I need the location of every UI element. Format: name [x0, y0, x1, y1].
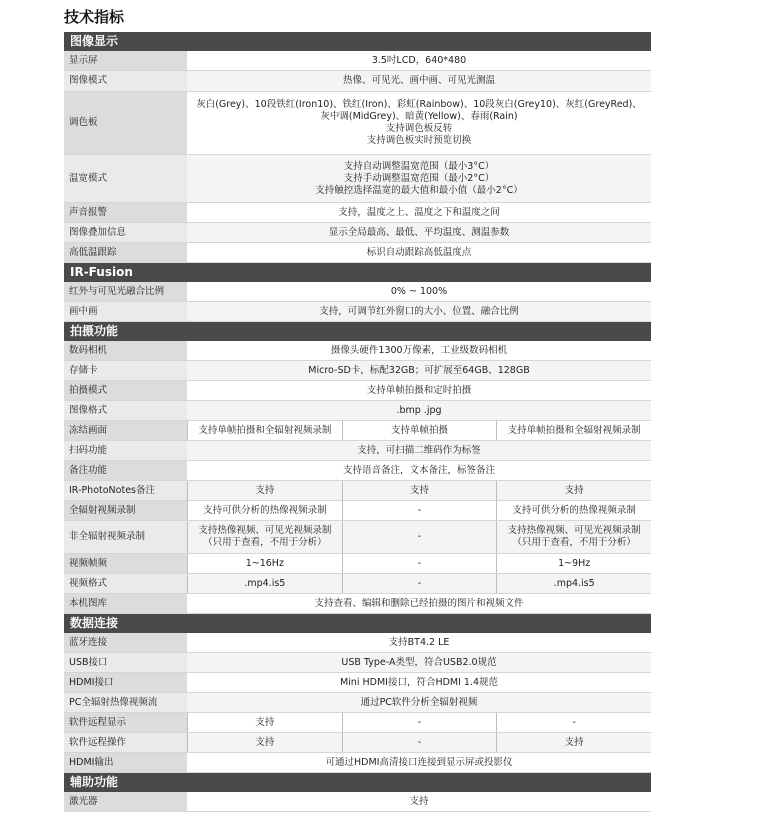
row-label: 备注功能	[64, 461, 187, 480]
row-cell: 支持单帧拍摄和全辐射视频录制	[187, 421, 342, 440]
row-value: 可通过HDMI高清接口连接到显示屏或投影仪	[187, 753, 651, 772]
row-value: 0% ~ 100%	[187, 282, 651, 301]
row-label: USB接口	[64, 653, 187, 672]
row-cell: 支持热像视频、可见光视频录制 （只用于查看，不用于分析）	[496, 521, 651, 553]
row-label: 非全辐射视频录制	[64, 521, 187, 553]
row-label: IR-PhotoNotes备注	[64, 481, 187, 500]
row-cell: -	[342, 713, 497, 732]
row-cell: -	[496, 713, 651, 732]
row-label: 图像叠加信息	[64, 223, 187, 242]
spec-row-radiometric-video	[64, 501, 651, 521]
row-cell: 支持可供分析的热像视频录制	[496, 501, 651, 520]
spec-row-video-format	[64, 574, 651, 594]
row-label: 本机图库	[64, 594, 187, 613]
spec-row-palette	[64, 92, 651, 155]
spec-row-remote-display	[64, 713, 651, 733]
value-line: 支持调色板反转	[385, 123, 453, 134]
row-value: Micro-SD卡，标配32GB；可扩展至64GB、128GB	[187, 361, 651, 380]
section-header-auxiliary: 辅助功能	[64, 773, 651, 792]
spec-row-local-gallery	[64, 594, 651, 614]
row-value: 支持单帧拍摄和定时拍摄	[187, 381, 651, 400]
row-label: 扫码功能	[64, 441, 187, 460]
spec-row-storage-card	[64, 361, 651, 381]
row-cell: 支持	[187, 733, 342, 752]
row-cell: .mp4.is5	[496, 574, 651, 593]
row-label: 红外与可见光融合比例	[64, 282, 187, 301]
row-value: 支持语音备注，文本备注，标签备注	[187, 461, 651, 480]
row-label: 蓝牙连接	[64, 633, 187, 652]
spec-row-temp-range	[64, 155, 651, 203]
row-cell: 支持	[496, 733, 651, 752]
row-value: USB Type-A类型，符合USB2.0规范	[187, 653, 651, 672]
row-value: Mini HDMI接口，符合HDMI 1.4规范	[187, 673, 651, 692]
row-cell: -	[342, 733, 497, 752]
spec-row-sound-alarm	[64, 203, 651, 223]
row-label: 调色板	[64, 92, 187, 154]
row-value: .bmp .jpg	[187, 401, 651, 420]
spec-row-scan-code	[64, 441, 651, 461]
spec-row-digital-camera	[64, 341, 651, 361]
spec-row-capture-mode	[64, 381, 651, 401]
spec-row-pc-video-stream	[64, 693, 651, 713]
spec-row-display	[64, 51, 651, 71]
row-value: 热像、可见光、画中画、可见光测温	[187, 71, 651, 91]
row-cell: -	[342, 574, 497, 593]
spec-row-non-radiometric-video	[64, 521, 651, 554]
section-header-data-connection: 数据连接	[64, 614, 651, 633]
value-line: 灰白(Grey)、10段铁红(Iron10)、铁红(Iron)、彩虹(Rainbow)、10段灰白(Grey10)、灰红(GreyRed)、	[196, 99, 642, 110]
row-cell: .mp4.is5	[187, 574, 342, 593]
value-line: 支持触控选择温宽的最大值和最小值（最小2°C）	[315, 184, 523, 196]
spec-row-fusion-ratio	[64, 282, 651, 302]
spec-row-bluetooth	[64, 633, 651, 653]
row-label: 温宽模式	[64, 155, 187, 202]
row-label: 激光器	[64, 792, 187, 811]
row-cell: 支持	[187, 713, 342, 732]
row-label: 视频帧频	[64, 554, 187, 573]
row-label: 显示屏	[64, 51, 187, 70]
row-label: 冻结画面	[64, 421, 187, 440]
row-label: 数码相机	[64, 341, 187, 360]
spec-row-remote-operation	[64, 733, 651, 753]
spec-row-freeze-frame	[64, 421, 651, 441]
row-cell: 1~9Hz	[496, 554, 651, 573]
section-header-capture: 拍摄功能	[64, 322, 651, 341]
row-label: PC全辐射热像视频流	[64, 693, 187, 712]
row-value: 支持，温度之上、温度之下和温度之间	[187, 203, 651, 222]
row-cell: 支持可供分析的热像视频录制	[187, 501, 342, 520]
row-label: HDMI接口	[64, 673, 187, 692]
row-label: 软件远程操作	[64, 733, 187, 752]
page-title: 技术指标	[64, 8, 125, 26]
row-cell: 支持单帧拍摄	[342, 421, 497, 440]
row-label: 全辐射视频录制	[64, 501, 187, 520]
row-label: 图像模式	[64, 71, 187, 91]
spec-row-overlay-info	[64, 223, 651, 243]
row-cell: 支持	[187, 481, 342, 500]
spec-row-image-mode	[64, 71, 651, 92]
row-label: 声音报警	[64, 203, 187, 222]
row-cell: 支持热像视频、可见光视频录制 （只用于查看，不用于分析）	[187, 521, 342, 553]
row-label: 画中画	[64, 302, 187, 321]
row-value: 摄像头硬件1300万像素，工业级数码相机	[187, 341, 651, 360]
spec-row-usb	[64, 653, 651, 673]
spec-table	[64, 32, 651, 812]
row-value: 支持BT4.2 LE	[187, 633, 651, 652]
spec-row-pip	[64, 302, 651, 322]
row-label: 图像格式	[64, 401, 187, 420]
spec-row-laser	[64, 792, 651, 812]
row-value	[187, 92, 651, 154]
row-label: 视频格式	[64, 574, 187, 593]
row-value: 支持查看、编辑和删除已经拍摄的图片和视频文件	[187, 594, 651, 613]
row-cell: 1~16Hz	[187, 554, 342, 573]
row-label: 高低温跟踪	[64, 243, 187, 262]
section-header-image-display: 图像显示	[64, 32, 651, 51]
row-cell: 支持	[342, 481, 497, 500]
row-value: 支持，可调节红外窗口的大小、位置、融合比例	[187, 302, 651, 321]
section-header-ir-fusion: IR-Fusion	[64, 263, 651, 282]
row-cell: -	[342, 554, 497, 573]
value-line: 支持调色板实时预览切换	[366, 135, 472, 146]
row-cell: -	[342, 501, 497, 520]
row-cell: 支持单帧拍摄和全辐射视频录制	[496, 421, 651, 440]
row-value	[187, 155, 651, 202]
row-label: HDMI输出	[64, 753, 187, 772]
row-label: 拍摄模式	[64, 381, 187, 400]
value-line: 支持手动调整温宽范围（最小2°C）	[343, 172, 495, 184]
spec-row-image-format	[64, 401, 651, 421]
spec-row-ir-photonotes	[64, 481, 651, 501]
row-label: 软件远程显示	[64, 713, 187, 732]
spec-row-hdmi-output	[64, 753, 651, 773]
row-value: 支持	[187, 792, 651, 811]
spec-row-video-frame-rate	[64, 554, 651, 574]
spec-row-notes	[64, 461, 651, 481]
value-line: 灰中调(MidGrey)、暗黄(Yellow)、春雨(Rain)	[320, 111, 518, 122]
value-line: 支持自动调整温宽范围（最小3°C）	[343, 160, 495, 172]
row-value: 通过PC软件分析全辐射视频	[187, 693, 651, 712]
row-label: 存储卡	[64, 361, 187, 380]
row-value: 显示全局最高、最低、平均温度、测温参数	[187, 223, 651, 242]
spec-row-hot-cold-tracking	[64, 243, 651, 263]
spec-row-hdmi-port	[64, 673, 651, 693]
row-cell: 支持	[496, 481, 651, 500]
row-value: 支持，可扫描二维码作为标签	[187, 441, 651, 460]
row-value: 3.5吋LCD，640*480	[187, 51, 651, 70]
row-value: 标识自动跟踪高低温度点	[187, 243, 651, 262]
row-cell: -	[342, 521, 497, 553]
